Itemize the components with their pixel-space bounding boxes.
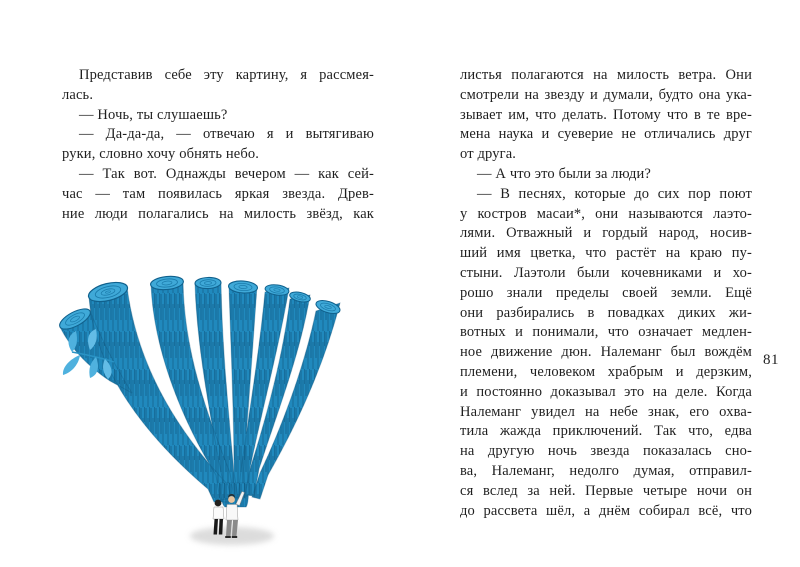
- text-line: у костров масаи*, они называются лаэто-: [460, 205, 752, 222]
- text-line: стыни. Лаэтоли были кочевниками и хо-: [460, 264, 752, 281]
- text-line: ва, Налеманг, недолго думая, отправил-: [460, 462, 752, 479]
- text-line: час — там появилась яркая звезда. Древ-: [62, 185, 374, 202]
- text-line: Представив себе эту картину, я рассмея-: [79, 67, 374, 83]
- text-line: вотных и понимали, что означает медлен-: [460, 324, 752, 341]
- text-line: лями. Отважный и гордый народ, носив-: [460, 225, 752, 242]
- text-line: — В песнях, которые до сих пор поют: [477, 185, 752, 202]
- tree-illustration: [50, 255, 370, 555]
- text-line: ший имя цветка, что растёт на краю пу-: [460, 245, 752, 262]
- text-line: от друга.: [460, 146, 517, 163]
- text-line: ся вслед за ней. Первые четыре ночи он: [460, 482, 752, 499]
- text-line: — Так вот. Однажды вечером — как сей-: [79, 165, 374, 182]
- text-line: руки, словно хочу обнять небо.: [62, 146, 260, 163]
- text-line: лась.: [62, 86, 94, 103]
- text-line: до рассвета шёл, а днём собирал всё, что: [460, 502, 752, 519]
- text-line: на другую ночь звезда показалась сно-: [460, 443, 752, 460]
- page-number: 81: [763, 352, 779, 368]
- text-line: — А что это были за люди?: [477, 165, 651, 182]
- text-line: ное движение дюн. Налеманг был вождём: [460, 344, 752, 361]
- text-line: рошо знали пределы своей земли. Ещё: [460, 284, 752, 301]
- text-line: листья полагаются на милость ветра. Они: [460, 67, 752, 83]
- bark-texture: [60, 281, 340, 507]
- text-line: — Ночь, ты слушаешь?: [79, 106, 228, 123]
- text-line: они разбирались в повадках диких жи-: [460, 304, 752, 321]
- text-line: племени, человеком храбрым и дерзким,: [460, 363, 752, 380]
- text-line: зывает им, что делать. Потому что в те вре-: [460, 106, 752, 123]
- text-line: мена наука и суеверие не отличались друг: [460, 126, 752, 143]
- text-line: ние люди полагались на милость звёзд, как: [62, 205, 374, 222]
- right-text-column: [460, 66, 752, 521]
- text-line: тила жажда приключений. Так что, едва: [460, 423, 752, 440]
- text-line: — Да-да-да, — отвечаю я и вытягиваю: [79, 126, 374, 143]
- text-line: Налеманг увидел на небе знак, его охва-: [460, 403, 752, 420]
- text-line: смотрели на звезду и думали, будто она ука-: [460, 86, 752, 103]
- left-text-column: [62, 66, 374, 224]
- text-line: и постоянно доказывал это на деле. Когда: [460, 383, 752, 400]
